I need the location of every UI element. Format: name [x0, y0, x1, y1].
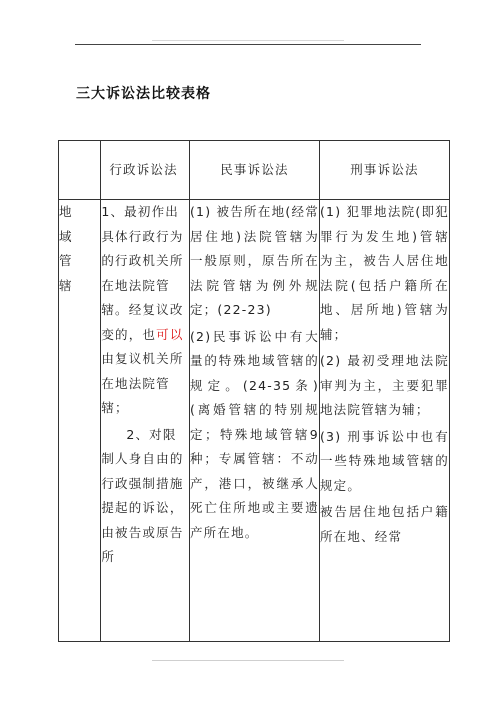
- header-rule: [75, 44, 421, 45]
- criminal-paragraph-4: 被告居住地包括户籍所在地、经常: [319, 504, 449, 544]
- row-label-char: 地: [59, 204, 73, 219]
- header-cell-civil: [189, 141, 319, 200]
- civil-paragraph-1: (1) 被告所在地(经常居住地)法院管辖为一般原则，原告所在法院管辖为例外规定；(22-23): [189, 204, 319, 317]
- row-label-char: 辖: [59, 277, 73, 293]
- admin-text-1a: 1、最初作出具体行政行为的行政机关所在地法院管辖。经复议改变的，也: [101, 204, 184, 342]
- civil-paragraph-2: (2)民事诉讼中有大量的特殊地域管辖的规定。(24-35条) (离婚管辖的特别规定；特殊地域管辖9种；专属管辖：不动产，港口，被继承人死亡住所地或主要遗产所在地。: [189, 328, 319, 540]
- header-admin-label: 行政诉讼法: [109, 161, 178, 177]
- criminal-paragraph-2: (2) 最初受理地法院审判为主，主要犯罪地法院管辖为辅；: [319, 353, 449, 417]
- table-header-row: [59, 141, 450, 200]
- criminal-paragraph-1: (1) 犯罪地法院(即犯罪行为发生地)管辖为主，被告人居住地法院(包括户籍所在地、居所地)管辖为辅；: [319, 204, 449, 342]
- header-criminal-label: 刑事诉讼法: [350, 161, 419, 177]
- admin-paragraph-1: [101, 200, 189, 421]
- row-label-cell: [59, 200, 101, 642]
- table-row: [59, 200, 450, 642]
- header-rule-faint: [152, 40, 344, 41]
- row-label-char: 管: [59, 253, 73, 268]
- header-cell-empty: [59, 141, 101, 200]
- admin-cell: [101, 200, 190, 642]
- row-label-char: 域: [59, 228, 73, 244]
- criminal-paragraph-3: (3) 刑事诉讼中也有一些特殊地域管辖的规定。: [319, 428, 449, 493]
- header-cell-admin: [101, 141, 190, 200]
- admin-text-1-red: 可以: [156, 326, 184, 342]
- civil-cell: [189, 200, 319, 642]
- header-civil-label: 民事诉讼法: [220, 161, 289, 177]
- page-title: 三大诉讼法比较表格: [76, 86, 211, 102]
- header-cell-criminal: [319, 141, 449, 200]
- criminal-cell: [319, 200, 449, 642]
- footer-rule: [152, 660, 344, 661]
- comparison-table: [58, 140, 450, 642]
- admin-paragraph-2: 2、对限制人身自由的行政强制措施提起的诉讼，由被告或原告所: [101, 426, 184, 564]
- admin-text-1b: 由复议机关所在地法院管辖；: [101, 351, 184, 415]
